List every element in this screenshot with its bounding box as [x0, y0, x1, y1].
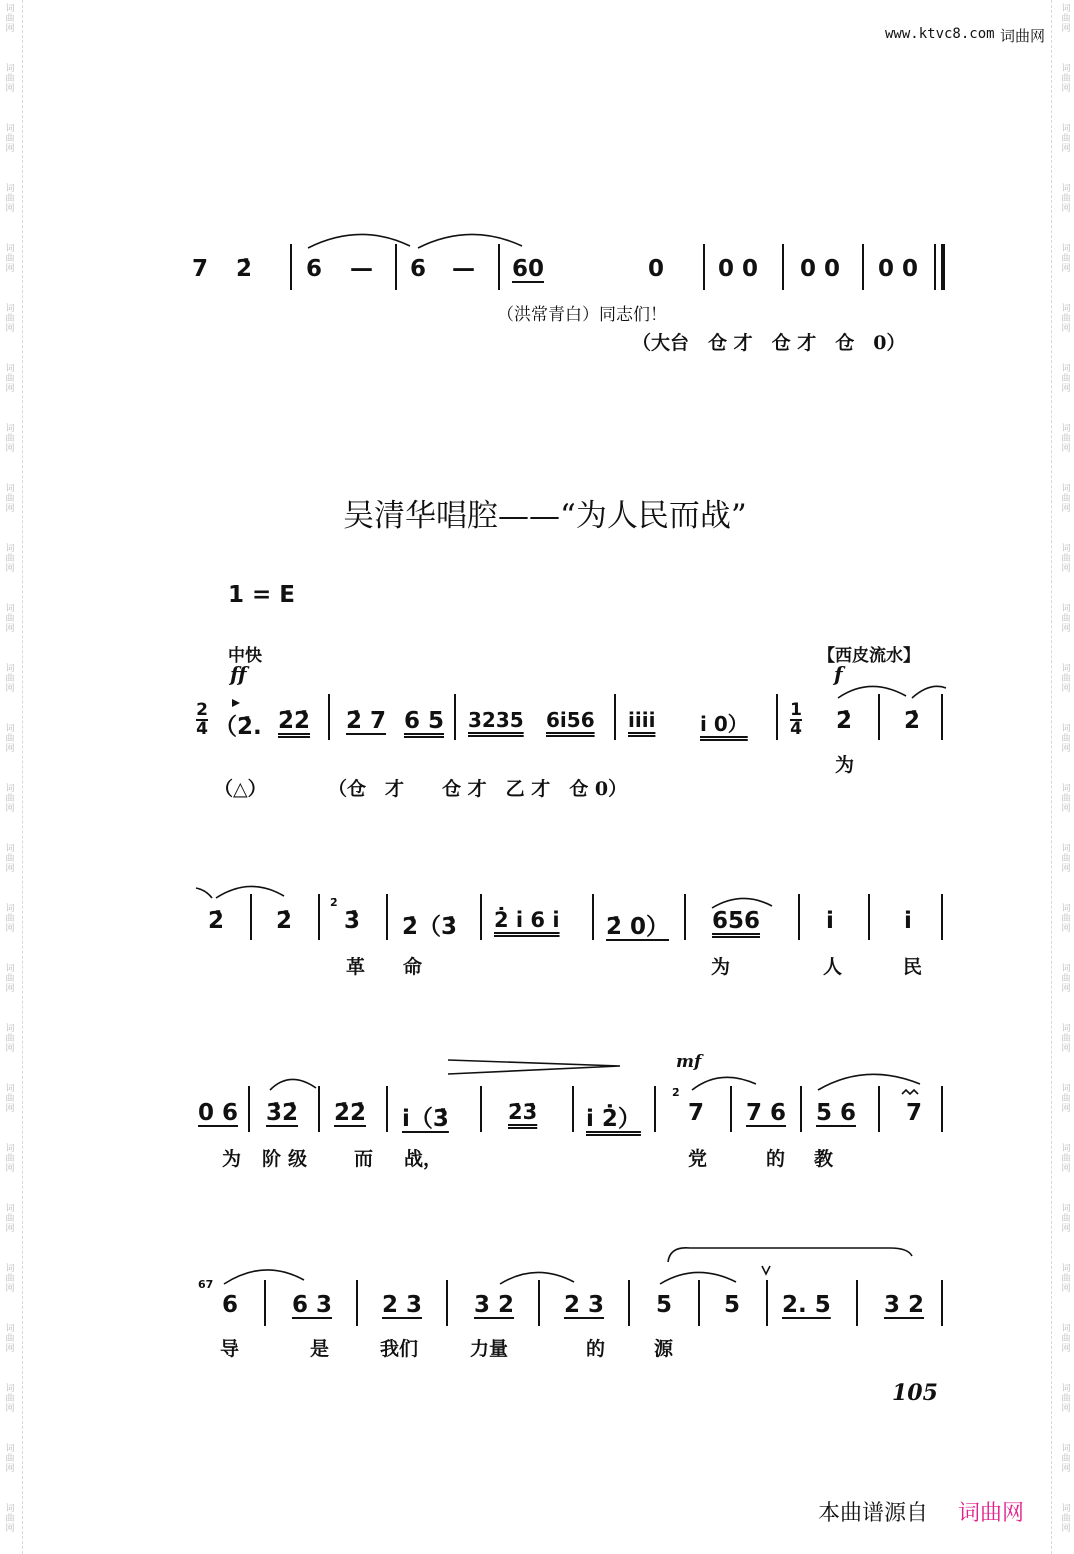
lyric: 阶: [262, 1148, 282, 1170]
crescendo-hairpin: [448, 1060, 620, 1074]
note: （2̇.: [214, 714, 262, 740]
watermark-text: 词 曲 网: [1061, 4, 1071, 34]
lyric: 民: [903, 956, 923, 978]
watermark-text: 词 曲 网: [5, 1084, 15, 1114]
note: 6: [410, 256, 427, 282]
note: 0 0: [800, 256, 841, 282]
watermark-text: 词 曲 网: [1061, 844, 1071, 874]
note: 3235: [468, 708, 524, 732]
lyric: 为: [222, 1148, 242, 1170]
slur: [818, 1074, 920, 1090]
lyric: 党: [688, 1148, 708, 1170]
note: 6: [306, 256, 323, 282]
watermark-text: 词 曲 网: [5, 304, 15, 334]
watermark-text: 词 曲 网: [1061, 304, 1071, 334]
note: 2̇: [236, 256, 253, 282]
note: 6 3: [292, 1292, 333, 1318]
note: 5: [724, 1292, 741, 1318]
watermark-text: 词 曲 网: [5, 904, 15, 934]
site-url[interactable]: www.ktvc8.com: [885, 26, 995, 42]
note: 7 6: [746, 1100, 787, 1126]
note: 2 3: [382, 1292, 423, 1318]
note: 2̇ 0）: [606, 914, 670, 940]
lyric: 的: [586, 1338, 606, 1360]
slur: [668, 1248, 912, 1262]
watermark-text: 词 曲 网: [5, 784, 15, 814]
watermark-text: 词 曲 网: [1061, 1384, 1071, 1414]
note: 7: [192, 256, 209, 282]
site-name[interactable]: 词曲网: [1000, 27, 1046, 45]
slur: [308, 234, 410, 248]
banqiang-label: 【西皮流水】: [818, 646, 920, 666]
watermark-text: 词 曲 网: [1061, 1084, 1071, 1114]
note: i（3̇: [402, 1106, 449, 1132]
note: 2̇2̇: [334, 1100, 367, 1126]
watermark-text: 词 曲 网: [1061, 724, 1071, 754]
tempo-marking: 中快: [228, 646, 262, 666]
lyric: 命: [403, 956, 423, 978]
watermark-text: 词 曲 网: [1061, 364, 1071, 394]
watermark-text: 词 曲 网: [5, 844, 15, 874]
watermark-text: 词 曲 网: [5, 4, 15, 34]
note: 5 6: [816, 1100, 857, 1126]
lyric: 而: [354, 1148, 374, 1170]
watermark-text: 词 曲 网: [1061, 604, 1071, 634]
dynamic-mf: mf: [676, 1052, 702, 1072]
note: 3 2: [884, 1292, 925, 1318]
note: 3 2: [474, 1292, 515, 1318]
watermark-text: 词 曲 网: [1061, 1324, 1071, 1354]
watermark-text: 词 曲 网: [1061, 244, 1071, 274]
watermark-text: 词 曲 网: [5, 1384, 15, 1414]
note: 2̇ i 6 i: [494, 908, 560, 932]
watermark-text: 词 曲 网: [1061, 544, 1071, 574]
note: i 2̇）: [586, 1106, 641, 1132]
watermark-text: 词 曲 网: [1061, 1024, 1071, 1054]
footer-source-prefix: 本曲谱源自: [818, 1501, 929, 1526]
watermark-text: 词 曲 网: [1061, 64, 1071, 94]
watermark-text: 词 曲 网: [5, 724, 15, 754]
note: 2 3: [564, 1292, 605, 1318]
note: 0 0: [718, 256, 759, 282]
note: 656: [712, 908, 761, 934]
note: 6i56: [546, 708, 595, 732]
watermark-text: 词 曲 网: [1061, 184, 1071, 214]
time-sig-denominator: 4: [196, 719, 208, 739]
lyric: 力量: [470, 1338, 509, 1360]
watermark-text: 词 曲 网: [5, 964, 15, 994]
slur: [500, 1272, 574, 1284]
slur: [418, 234, 522, 248]
watermark-text: 词 曲 网: [1061, 664, 1071, 694]
time-sig-denominator: 4: [790, 719, 802, 739]
watermark-text: 词 曲 网: [5, 244, 15, 274]
slur: [270, 1079, 316, 1090]
note: 6 5: [404, 708, 445, 734]
watermark-text: 词 曲 网: [5, 544, 15, 574]
note: 0: [648, 256, 665, 282]
slur: [196, 888, 212, 898]
watermark-text: 词 曲 网: [1061, 484, 1071, 514]
note: 60: [512, 256, 545, 282]
note: 3̇: [344, 908, 361, 934]
lyric: 我们: [380, 1338, 419, 1360]
note: —: [350, 256, 373, 282]
note: 2̇3̇: [508, 1100, 538, 1124]
lyric: 级: [288, 1148, 308, 1170]
note: i: [826, 908, 834, 934]
watermark-text: 词 曲 网: [1061, 1144, 1071, 1174]
note: 7: [688, 1100, 705, 1126]
note: 6: [222, 1292, 239, 1318]
watermark-text: 词 曲 网: [1061, 1444, 1071, 1474]
slur: [712, 898, 772, 908]
lyric: 战，: [404, 1148, 443, 1170]
lyric: 革: [346, 956, 366, 978]
note: 3̇2̇: [266, 1100, 299, 1126]
watermark-text: 词 曲 网: [5, 1204, 15, 1234]
lyric: 为: [711, 956, 731, 978]
note: 0 0: [878, 256, 919, 282]
grace-note: 2̇: [672, 1086, 680, 1099]
watermark-text: 词 曲 网: [1061, 424, 1071, 454]
watermark-text: 词 曲 网: [5, 1504, 15, 1534]
lyric: 人: [823, 956, 843, 978]
slur: [692, 1077, 756, 1090]
lyric: 导: [220, 1338, 240, 1360]
note: 5: [656, 1292, 673, 1318]
lyric: 源: [654, 1338, 674, 1360]
watermark-text: 词 曲 网: [5, 484, 15, 514]
note: 2̇: [208, 908, 225, 934]
note: 2̇: [904, 708, 921, 734]
watermark-text: 词 曲 网: [5, 1444, 15, 1474]
time-sig-numerator: 2: [196, 700, 208, 720]
watermark-text: 词 曲 网: [5, 424, 15, 454]
watermark-text: 词 曲 网: [5, 124, 15, 154]
time-sig-numerator: 1: [790, 700, 802, 720]
watermark-text: 词 曲 网: [1061, 1204, 1071, 1234]
note: iiii: [628, 708, 656, 732]
lyric: 是: [310, 1338, 330, 1360]
dialogue: （洪常青白）同志们！: [497, 305, 667, 325]
watermark-text: 词 曲 网: [1061, 124, 1071, 154]
grace-note: 2̇: [330, 896, 338, 909]
watermark-text: 词 曲 网: [5, 1264, 15, 1294]
watermark-text: 词 曲 网: [5, 1144, 15, 1174]
slur: [838, 686, 906, 698]
accent-mark: [232, 699, 240, 707]
lyric: 的: [766, 1148, 786, 1170]
key-signature: 1 = E: [228, 582, 296, 608]
watermark-text: 词 曲 网: [5, 364, 15, 394]
mordent-mark: [902, 1090, 918, 1094]
note: 7: [906, 1100, 923, 1126]
percussion-line: （仓 才 仓 才 乙 才 仓 0）: [328, 778, 628, 800]
note: 2̇（3̇: [402, 914, 458, 940]
watermark-text: 词 曲 网: [1061, 784, 1071, 814]
lyric: 为: [835, 754, 855, 776]
note: 2̇: [836, 708, 853, 734]
note: 2̇: [276, 908, 293, 934]
slur: [224, 1270, 304, 1284]
note: 2̇2̇: [278, 708, 311, 734]
page-title: 吴清华唱腔——“为人民而战”: [343, 498, 747, 534]
grace-note: 67: [198, 1278, 214, 1291]
watermark-text: 词 曲 网: [5, 1324, 15, 1354]
percussion-line: （大台 仓 才 仓 才 仓 0）: [632, 332, 906, 354]
slur: [912, 686, 946, 698]
note: 2̇ 7: [346, 708, 387, 734]
watermark-text: 词 曲 网: [5, 604, 15, 634]
watermark-text: 词 曲 网: [5, 664, 15, 694]
dynamic-ff: ff: [230, 662, 247, 686]
note: 2. 5: [782, 1292, 831, 1318]
slur: [216, 886, 284, 898]
watermark-text: 词 曲 网: [1061, 904, 1071, 934]
watermark-text: 词 曲 网: [5, 1024, 15, 1054]
watermark-text: 词 曲 网: [1061, 1264, 1071, 1294]
watermark-text: 词 曲 网: [1061, 1504, 1071, 1534]
note: —: [452, 256, 475, 282]
watermark-text: 词 曲 网: [5, 184, 15, 214]
page-number: 105: [892, 1380, 938, 1406]
breath-mark: [762, 1266, 770, 1274]
note: i 0）: [700, 712, 748, 736]
slur: [660, 1272, 736, 1284]
watermark-text: 词 曲 网: [1061, 964, 1071, 994]
footer-source-link[interactable]: 词曲网: [958, 1501, 1025, 1526]
note: 0 6: [198, 1100, 239, 1126]
lyric: 教: [814, 1148, 834, 1170]
dynamic-f: f: [834, 662, 843, 686]
percussion-line: （△）: [214, 778, 267, 800]
note: i: [904, 908, 912, 934]
watermark-text: 词 曲 网: [5, 64, 15, 94]
